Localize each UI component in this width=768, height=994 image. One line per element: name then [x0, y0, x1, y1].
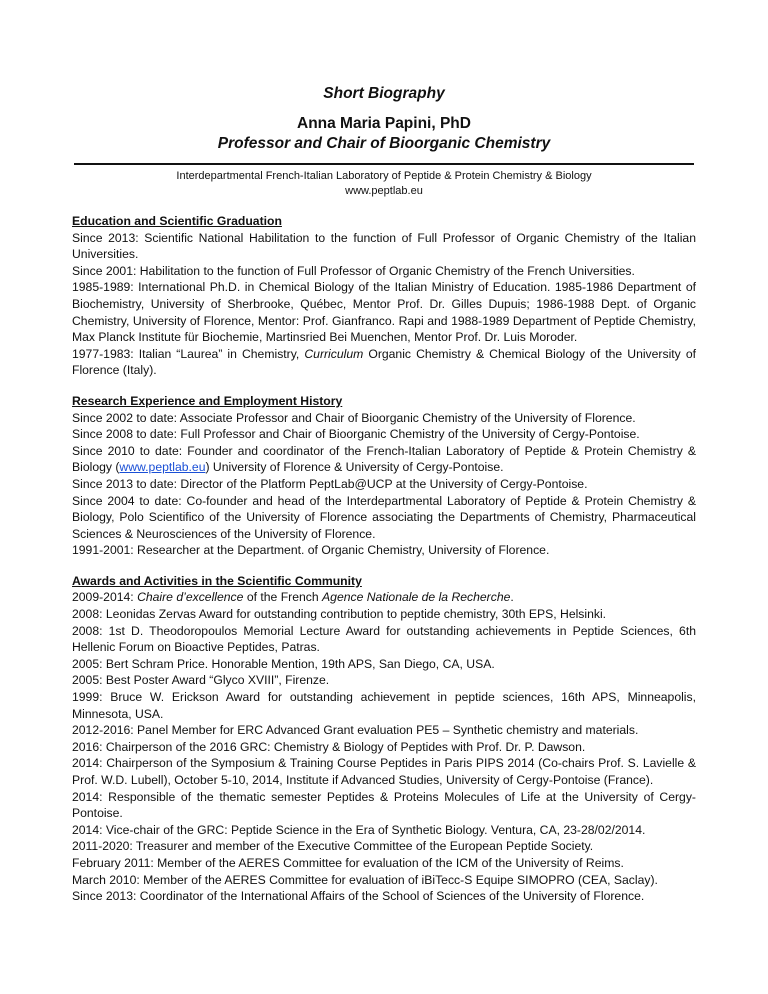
italic-text: Curriculum: [304, 346, 364, 361]
paragraph: [72, 346, 696, 379]
paragraph: Since 2001: Habilitation to the function of Full Professor of Organic Chemistry of the French Universities.: [72, 263, 635, 278]
paragraph: 2008: Leonidas Zervas Award for outstanding contribution to peptide chemistry, 30th EPS, Helsinki.: [72, 607, 607, 622]
paragraph: 1999: Bruce W. Erickson Award for outstanding achievement in peptide sciences, 16th APS, Minneapolis, Minnesota, USA.: [72, 690, 696, 721]
paragraph: 2014: Responsible of the thematic semester Peptides & Proteins Molecules of Life at the University of Cergy-Pontoise.: [72, 789, 696, 821]
paragraph: 2005: Bert Schram Price. Honorable Mention, 19th APS, San Diego, CA, USA.: [72, 656, 495, 671]
person-role: Professor and Chair of Bioorganic Chemistry: [217, 135, 551, 152]
paragraph: 2008: 1st D. Theodoropoulos Memorial Lecture Award for outstanding achievements in Peptide Sciences, 6th Hellenic Forum on Bioactive Peptides, Patras.: [72, 623, 696, 655]
italic-text: Chaire d’excellence: [137, 590, 244, 605]
paragraph: Since 2004 to date: Co-founder and head of the Interdepartmental Laboratory of Peptide & Protein Chemistry & Biology, Polo Scientifico of the University of Florence associating the Departments of Chemistry, Pharmaceutical Sciences & Neurosciences of the University of Florence.: [72, 493, 696, 541]
header-divider: [74, 163, 694, 165]
awards-section: [72, 573, 696, 905]
italic-text: Agence Nationale de la Recherche: [322, 590, 511, 605]
paragraph: 1985-1989: International Ph.D. in Chemical Biology of the Italian Ministry of Education. 1985-1986 Department of Biochemistry, University of Sherbrooke, Québec, Mentor Prof. Dr. Gilles Dupuis; 1986-1988 Dept. of Organic Chemistry, University of Florence, Mentor: Prof. Gianfranco. Rapi and 1988-1989 Department of Peptide Chemistry, Max Planck Institute für Biochemie, Martinsried Bei Muenchen, Mentor Prof. Dr. Luis Moroder.: [72, 280, 696, 345]
paragraph: Since 2013: Scientific National Habilitation to the function of Full Professor of Organic Chemistry of the Italian Universities.: [72, 230, 696, 262]
paragraph: Since 2013: Coordinator of the International Affairs of the School of Sciences of the University of Florence.: [72, 889, 645, 904]
paragraph: 2011-2020: Treasurer and member of the Executive Committee of the European Peptide Society.: [72, 839, 594, 854]
paragraph: March 2010: Member of the AERES Committee for evaluation of iBiTecc-S Equipe SIMOPRO (CEA, Saclay).: [72, 872, 658, 887]
paragraph: Since 2008 to date: Full Professor and Chair of Bioorganic Chemistry of the University of Cergy-Pontoise.: [72, 427, 640, 442]
paragraph: [72, 589, 696, 606]
text-run: Organic Chemistry & Chemical Biology of the University of Florence (Italy).: [72, 346, 696, 378]
section-title: Research Experience and Employment History: [72, 393, 343, 408]
website: www.peptlab.eu: [345, 185, 423, 197]
paragraph: 1991-2001: Researcher at the Department. of Organic Chemistry, University of Florence.: [72, 543, 550, 558]
text-run: 2009-2014:: [72, 590, 138, 605]
research-section: [72, 393, 696, 559]
document-type-heading: Short Biography: [323, 85, 445, 102]
text-run: 1977-1983: Italian “Laurea” in Chemistry,: [72, 346, 305, 361]
text-run: of the French: [243, 590, 323, 605]
section-title: Awards and Activities in the Scientific Community: [72, 573, 362, 588]
section-title: Education and Scientific Graduation: [72, 214, 282, 228]
person-name: Anna Maria Papini, PhD: [297, 115, 471, 132]
text-run: .: [510, 590, 514, 605]
paragraph: Since 2013 to date: Director of the Platform PeptLab@UCP at the University of Cergy-Pontoise.: [72, 476, 588, 491]
paragraph: 2012-2016: Panel Member for ERC Advanced Grant evaluation PE5 – Synthetic chemistry and materials.: [72, 723, 639, 738]
paragraph: 2005: Best Poster Award “Glyco XVIII”, Firenze.: [72, 673, 330, 688]
text-run: ) University of Florence & University of Cergy-Pontoise.: [205, 460, 504, 475]
paragraph: 2016: Chairperson of the 2016 GRC: Chemistry & Biology of Peptides with Prof. Dr. P. Dawson.: [72, 739, 586, 754]
paragraph: February 2011: Member of the AERES Committee for evaluation of the ICM of the University of Reims.: [72, 855, 624, 870]
paragraph: [72, 443, 696, 476]
peptlab-link[interactable]: www.peptlab.eu: [119, 460, 206, 475]
education-section: [72, 213, 696, 379]
paragraph: 2014: Vice-chair of the GRC: Peptide Science in the Era of Synthetic Biology. Ventura, CA, 23-28/02/2014.: [72, 822, 646, 837]
paragraph: Since 2002 to date: Associate Professor and Chair of Bioorganic Chemistry of the University of Florence.: [72, 410, 636, 425]
affiliation: Interdepartmental French-Italian Laboratory of Peptide & Protein Chemistry & Biology: [176, 170, 592, 182]
text-run: Since 2010 to date: Founder and coordinator of the French-Italian Laboratory of Peptide & Protein Chemistry & Biology (: [72, 443, 696, 475]
paragraph: 2014: Chairperson of the Symposium & Training Course Peptides in Paris PIPS 2014 (Co-chairs Prof. S. Lavielle & Prof. W.D. Lubell), October 5-10, 2014, Institute if Advanced Studies, University of Cergy-Pontoise (France).: [72, 756, 696, 787]
